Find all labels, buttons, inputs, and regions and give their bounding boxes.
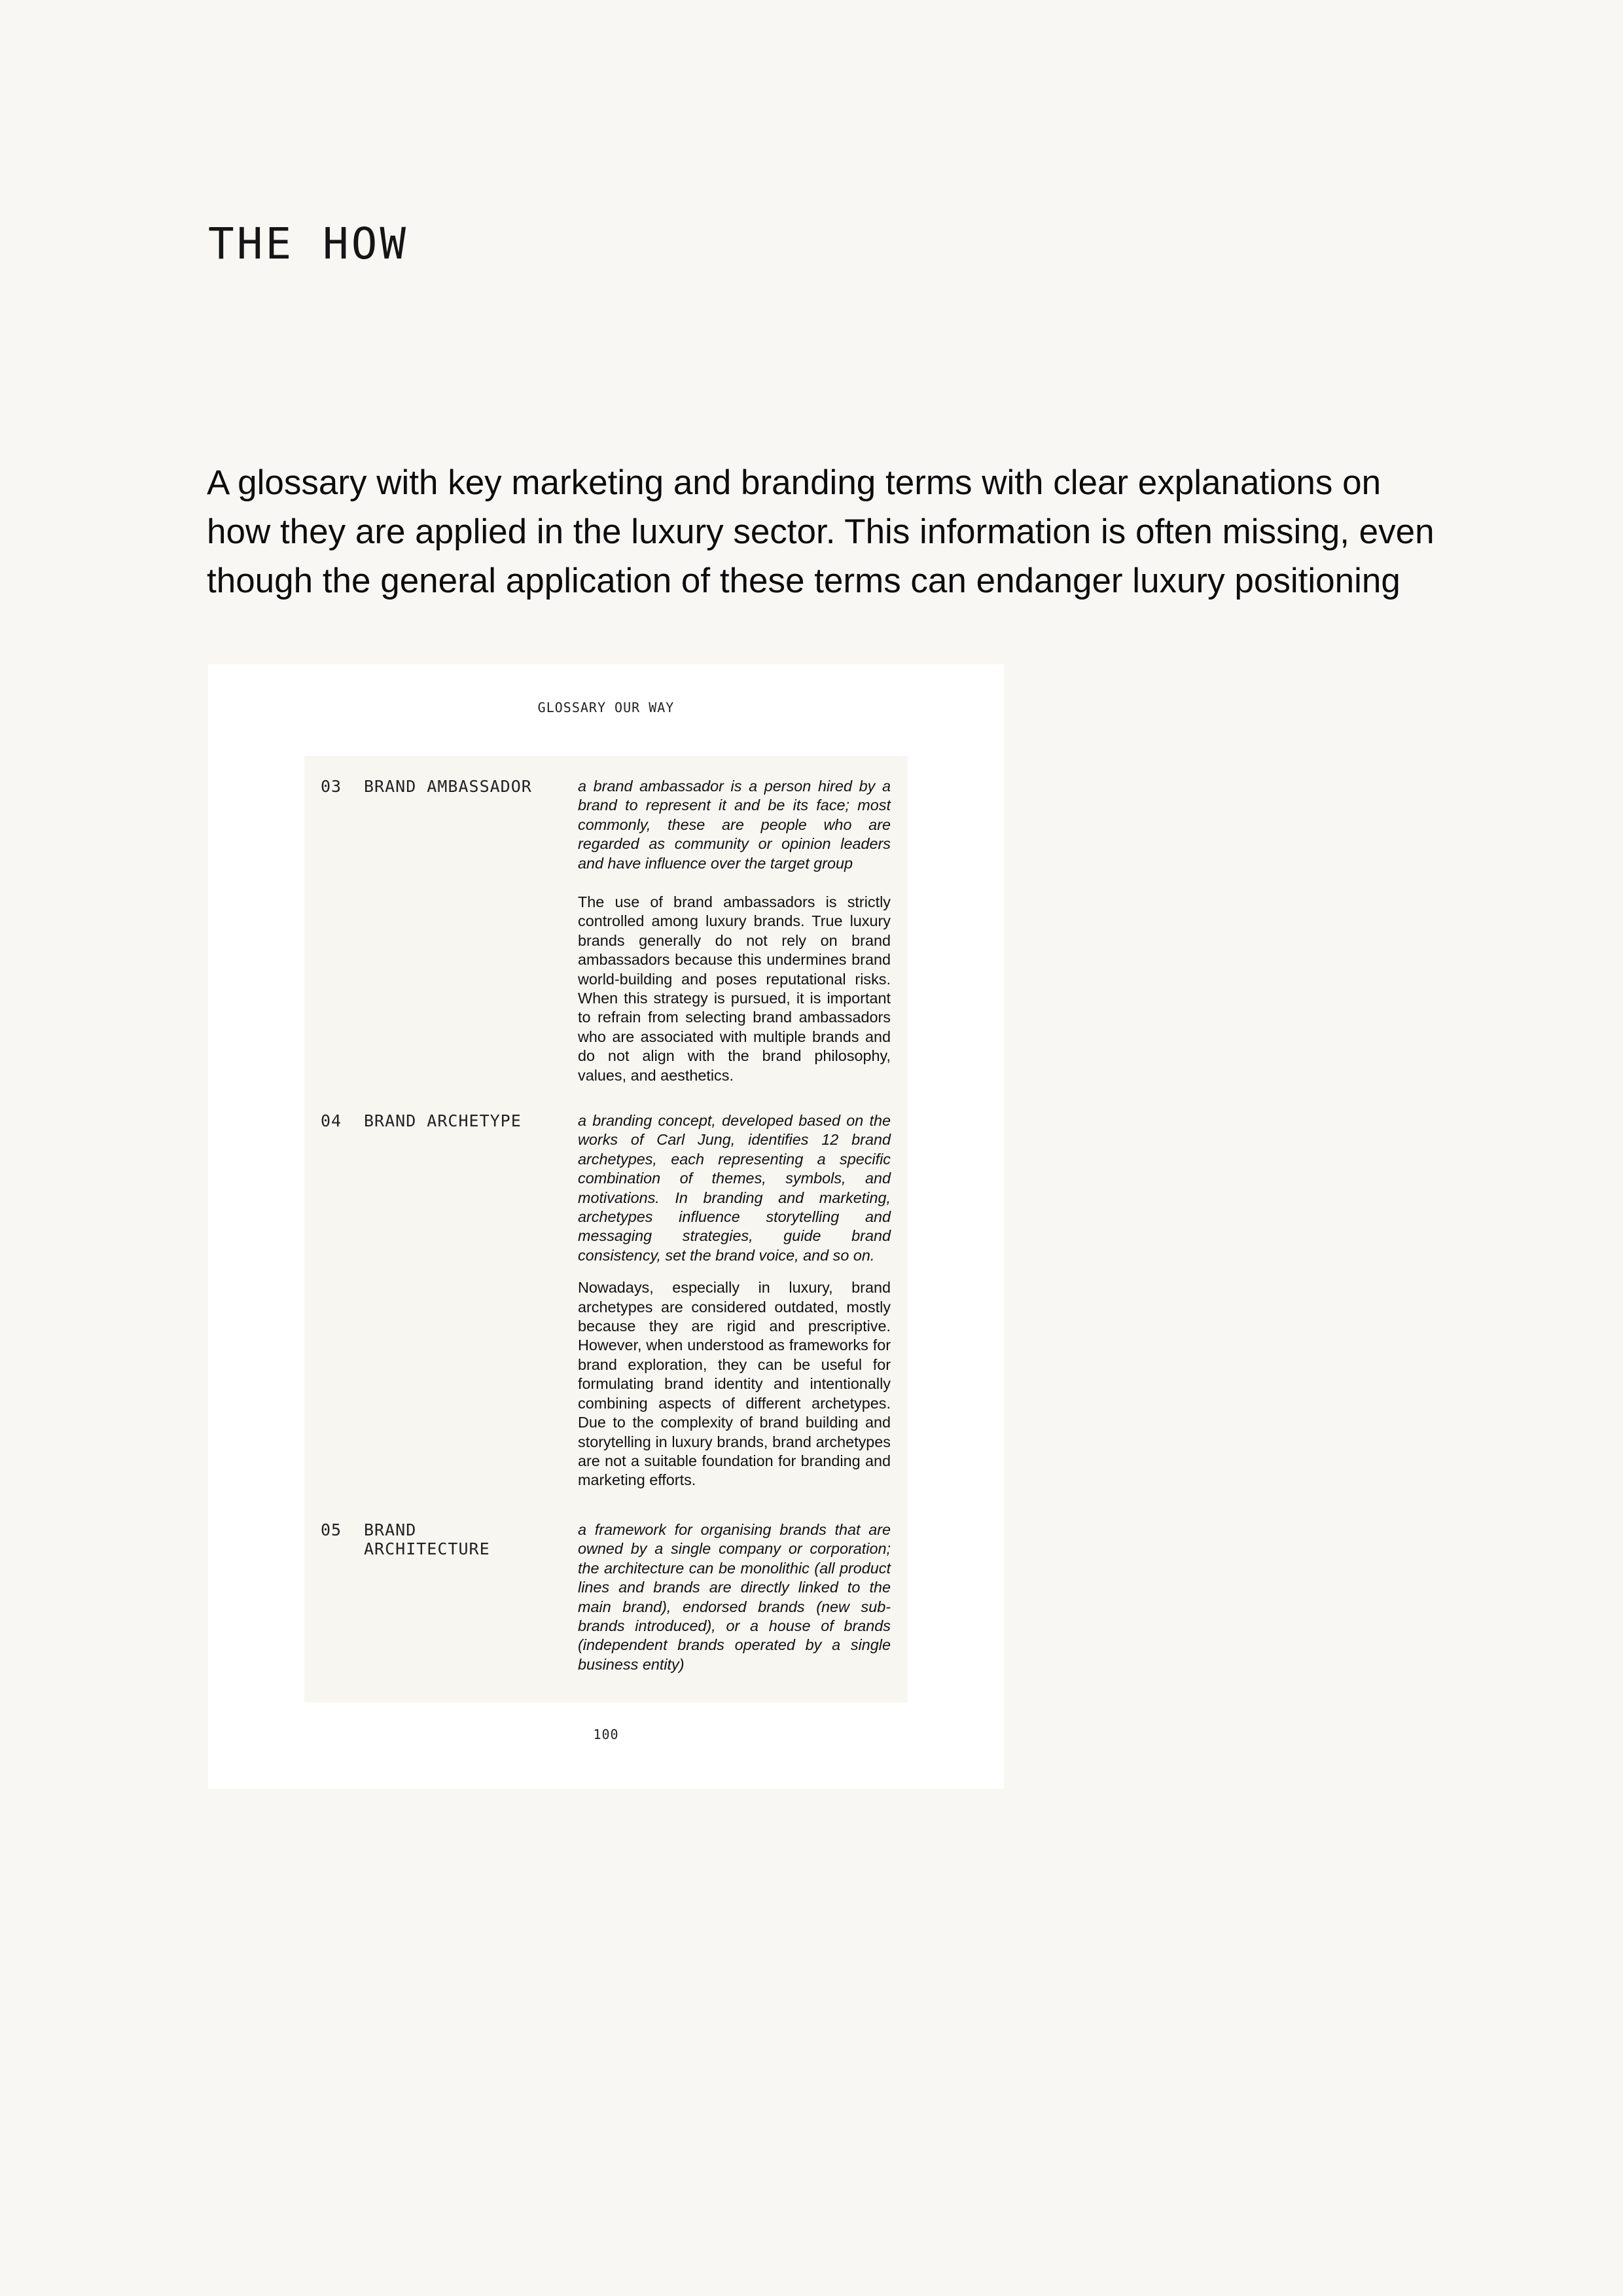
page-number: 100 (593, 1727, 619, 1742)
entry-body (578, 1111, 891, 1490)
intro-paragraph: A glossary with key marketing and branding terms with clear explanations on how they are applied in the luxury sector. This information is often missing, even though the general application of these terms can endanger luxury positioning (207, 463, 1435, 600)
entry-definition: a brand ambassador is a person hired by a brand to represent it and be its face; most commonly, these are people who are regarded as community or opinion leaders and have influence over the target group (578, 778, 891, 872)
entry-term: BRAND ARCHETYPE (364, 1111, 522, 1130)
section-title: THE HOW (208, 219, 409, 269)
entry-definition: a branding concept, developed based on the works of Carl Jung, identifies 12 brand archetypes, each representing a specific combination of themes, symbols, and motivations. In branding and marketing, archetypes influence storytelling and messaging strategies, guide brand consistency, set the brand voice, and so on. (578, 1112, 891, 1264)
entry-term: BRAND AMBASSADOR (364, 777, 532, 796)
entry-usage: Nowadays, especially in luxury, brand archetypes are considered outdated, mostly because they are rigid and prescriptive. However, when understood as frameworks for brand exploration, they can be useful for formulating brand identity and intentionally combining aspects of different archetypes. Due to the complexity of brand building and storytelling in luxury brands, brand archetypes are not a suitable foundation for branding and marketing efforts. (578, 1279, 891, 1489)
entry-body (578, 1520, 891, 1674)
entry-number: 03 (321, 777, 342, 796)
glossary-page-preview (208, 664, 1004, 1789)
entry-body (578, 777, 891, 1085)
entry-term: BRAND ARCHITECTURE (364, 1520, 490, 1558)
page-header: GLOSSARY OUR WAY (537, 700, 675, 715)
entry-usage: The use of brand ambassadors is strictly controlled among luxury brands. True luxury brands generally do not rely on brand ambassadors because this undermines brand world-building and poses reputational risks. When this strategy is pursued, it is important to refrain from selecting brand ambassadors who are associated with multiple brands and do not align with the brand philosophy, values, and aesthetics. (578, 893, 891, 1084)
entry-number: 04 (321, 1111, 342, 1130)
glossary-panel (304, 756, 908, 1702)
entry-definition: a framework for organising brands that are owned by a single company or corporation; the architecture can be monolithic (all product lines and brands are directly linked to the main brand), endorsed brands (new sub-brands introduced), or a house of brands (independent brands operated by a single business entity) (578, 1521, 891, 1673)
entry-number: 05 (321, 1520, 342, 1539)
